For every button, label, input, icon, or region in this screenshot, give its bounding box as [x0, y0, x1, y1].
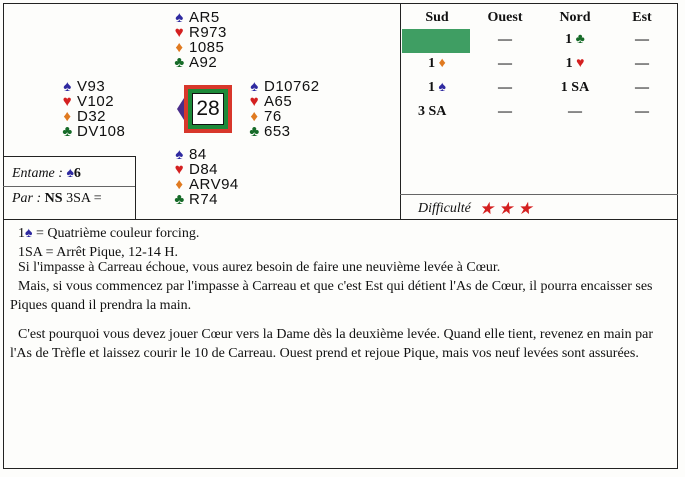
west-hearts: V102	[77, 93, 115, 110]
club-icon: ♣	[174, 191, 185, 208]
par-label: Par :	[12, 191, 42, 206]
par-side: NS	[44, 191, 63, 206]
entame-label: Entame :	[12, 166, 63, 181]
bid-row	[404, 100, 674, 124]
diamond-icon: ♦	[438, 56, 446, 71]
bid-cell: 1 SA	[560, 80, 590, 95]
bid-cell: 1 ♠	[428, 80, 446, 95]
west-diamonds: D32	[77, 108, 107, 125]
heart-icon: ♥	[174, 24, 185, 41]
south-hearts: D84	[189, 161, 219, 178]
board-number-badge	[184, 85, 232, 133]
spade-icon: ♠	[66, 166, 74, 181]
bid-cell: —	[635, 80, 649, 95]
bid-cell	[404, 28, 470, 52]
bid-cell: —	[635, 104, 649, 119]
note-line: 1♠ = Quatrième couleur forcing.	[18, 226, 200, 241]
paragraph: Si l'impasse à Carreau échoue, vous aurez besoin de faire une neuvième levée à Cœur.	[18, 260, 501, 275]
star-icon: ★★★	[478, 199, 537, 218]
heart-icon: ♥	[576, 56, 585, 71]
paragraph: C'est pourquoi vous devez jouer Cœur vers la Dame dès la deuxième levée. Quand elle tient, revenez en main par l'As de Trèfle et laissez courir le 10 de Carreau. Ouest prend et rejoue Pique, mais vos neuf levées sont assurées.	[10, 327, 654, 361]
bid-row	[404, 28, 674, 52]
bid-cell: 3 SA	[418, 104, 447, 119]
bid-cell: —	[498, 56, 512, 71]
dealer-arrow-icon	[177, 98, 184, 120]
bid-row	[404, 76, 674, 100]
vertical-divider	[400, 3, 401, 220]
bid-cell: —	[498, 32, 512, 47]
north-spades: AR5	[189, 9, 220, 26]
par-result	[12, 191, 102, 207]
club-icon: ♣	[62, 123, 73, 140]
west-clubs: DV108	[77, 123, 126, 140]
bid-cell: 1 ♣	[565, 32, 585, 47]
north-clubs: A92	[189, 54, 218, 71]
east-diamonds: 76	[264, 108, 282, 125]
bid-cell: 1 ♦	[428, 56, 446, 71]
heart-icon: ♥	[249, 93, 260, 110]
spade-icon: ♠	[63, 78, 72, 95]
spade-icon: ♠	[175, 9, 184, 26]
bid-cell: —	[568, 104, 582, 119]
diamond-icon: ♦	[250, 108, 259, 125]
bid-cell: 1 ♥	[565, 56, 585, 71]
heart-icon: ♥	[62, 93, 73, 110]
east-hearts: A65	[264, 93, 293, 110]
south-hand	[172, 147, 239, 207]
club-icon: ♣	[249, 123, 260, 140]
diamond-icon: ♦	[175, 176, 184, 193]
east-spades: D10762	[264, 78, 320, 95]
diamond-icon: ♦	[175, 39, 184, 56]
north-hand	[172, 10, 227, 70]
spade-icon: ♠	[175, 146, 184, 163]
east-clubs: 653	[264, 123, 291, 140]
spade-icon: ♠	[250, 78, 259, 95]
south-spades: 84	[189, 146, 207, 163]
difficulty-label: Difficulté	[418, 201, 471, 216]
difficulty-rating	[418, 199, 537, 219]
north-hearts: R973	[189, 24, 227, 41]
spade-icon: ♠	[438, 80, 446, 95]
spade-icon: ♠	[25, 226, 33, 241]
bid-cell: —	[635, 32, 649, 47]
opening-lead	[12, 166, 81, 182]
bidding-notes	[18, 224, 199, 262]
east-hand	[247, 79, 320, 139]
header-nord: Nord	[559, 10, 591, 25]
header-est: Est	[632, 10, 652, 25]
heart-icon: ♥	[174, 161, 185, 178]
west-hand	[60, 79, 125, 139]
north-diamonds: 1085	[189, 39, 225, 56]
diamond-icon: ♦	[63, 108, 72, 125]
bid-cell: —	[498, 104, 512, 119]
board-number: 28	[196, 97, 220, 120]
bid-cell: —	[498, 80, 512, 95]
south-clubs: R74	[189, 191, 219, 208]
explanation-text	[10, 258, 670, 373]
note-line: 1SA = Arrêt Pique, 12-14 H.	[18, 245, 178, 260]
club-icon: ♣	[575, 32, 585, 47]
paragraph: Mais, si vous commencez par l'impasse à Carreau et que c'est Est qui détient l'As de Cœur, il pourra encaisser ses Piques quand il prendra la main.	[10, 279, 653, 313]
header-ouest: Ouest	[487, 10, 523, 25]
header-sud: Sud	[425, 10, 449, 25]
entame-separator	[3, 186, 135, 187]
bid-row	[404, 52, 674, 76]
bid-cell: —	[635, 56, 649, 71]
club-icon: ♣	[174, 54, 185, 71]
west-spades: V93	[77, 78, 106, 95]
par-contract: 3SA =	[66, 191, 102, 206]
bidding-table	[404, 8, 674, 124]
entame-card: 6	[73, 166, 81, 181]
difficulty-separator	[400, 194, 678, 195]
horizontal-divider	[3, 219, 678, 220]
south-diamonds: ARV94	[189, 176, 239, 193]
